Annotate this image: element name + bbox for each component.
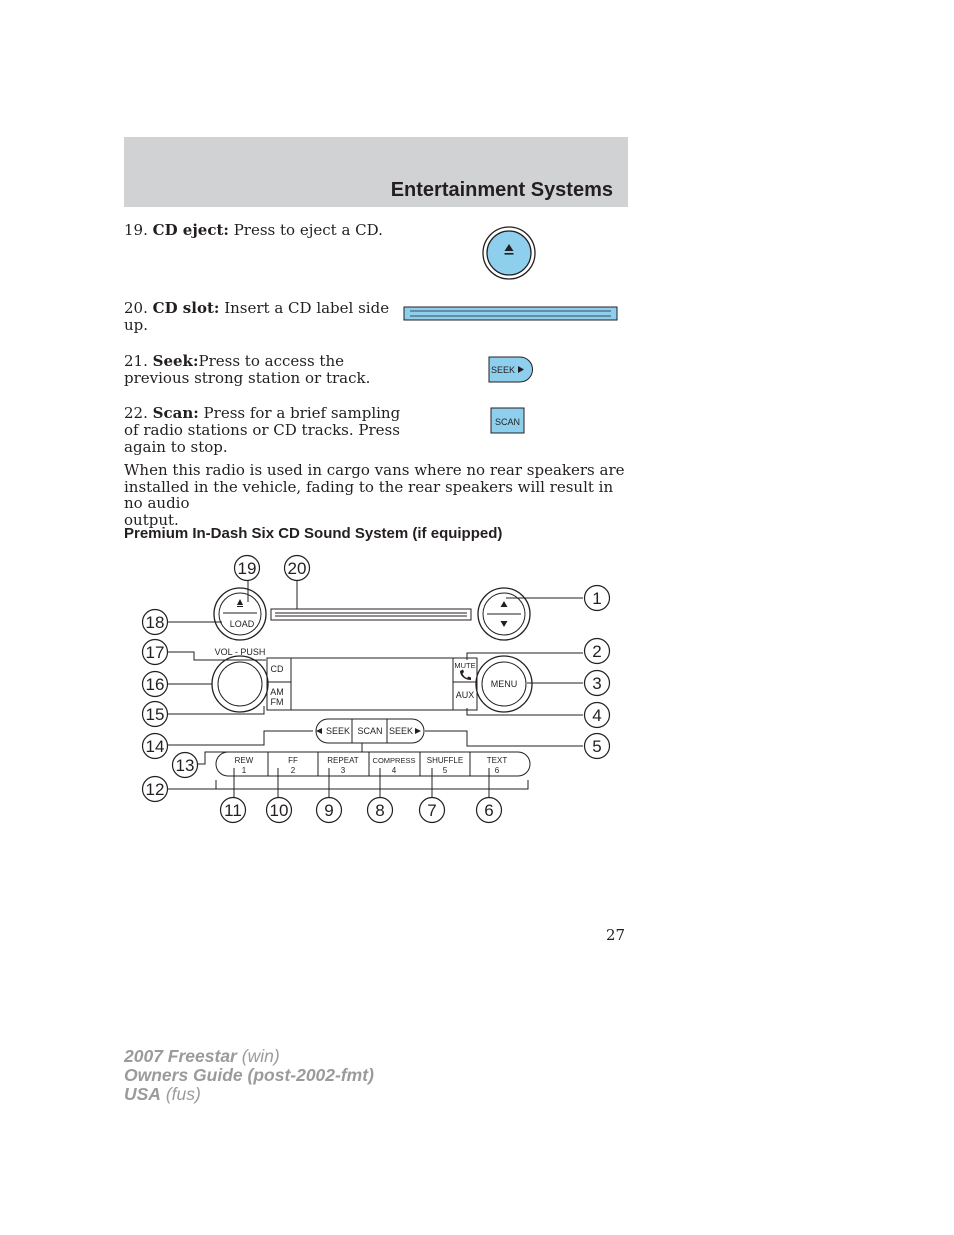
item-desc-line2: up.: [124, 316, 149, 334]
seek-left-label: SEEK: [325, 726, 351, 736]
preset-1-num: 1: [241, 766, 247, 775]
callout-5: 5: [592, 737, 602, 756]
cargo-van-note: When this radio is used in cargo vans where no rear speakers are installed in the vehicle, fading to the rear speakers will result in no audio output.: [124, 461, 625, 529]
section-title: Entertainment Systems: [390, 179, 613, 201]
preset-5-num: 5: [442, 766, 448, 775]
scan-icon-label: SCAN: [494, 417, 521, 427]
preset-5-name: SHUFFLE: [426, 756, 464, 765]
callout-3: 3: [592, 674, 602, 693]
callout-14: 14: [145, 737, 165, 756]
callout-15: 15: [145, 705, 165, 724]
callout-18: 18: [145, 613, 165, 632]
preset-1-name: REW: [234, 756, 254, 765]
mute-label: MUTE: [454, 661, 476, 670]
item-desc: Insert a CD label side: [219, 299, 390, 317]
callout-1: 1: [592, 589, 602, 608]
item-term: CD slot:: [152, 299, 220, 317]
preset-3-name: REPEAT: [327, 756, 359, 765]
callout-4: 4: [592, 706, 602, 725]
item-number: 21.: [124, 352, 148, 370]
callout-11: 11: [224, 801, 242, 820]
footer-region: USA: [124, 1084, 161, 1104]
cd-label: CD: [270, 664, 284, 674]
callout-16: 16: [145, 675, 165, 694]
item-desc: Press to access the: [198, 352, 344, 370]
scan-label: SCAN: [357, 726, 383, 736]
callout-8: 8: [375, 801, 385, 820]
item-number: 19.: [124, 221, 148, 239]
item-term: CD eject:: [152, 221, 229, 239]
footer-model: 2007 Freestar: [124, 1046, 237, 1066]
aux-label: AUX: [455, 690, 475, 700]
footer-guide: Owners Guide (post-2002-fmt): [124, 1065, 374, 1085]
callout-10: 10: [269, 801, 289, 820]
item-term: Scan:: [152, 404, 199, 422]
seek-right-label: SEEK: [388, 726, 414, 736]
item-number: 20.: [124, 299, 148, 317]
item-desc-line2: of radio stations or CD tracks. Press: [124, 421, 400, 439]
load-label: LOAD: [229, 619, 255, 629]
item-desc-line3: again to stop.: [124, 438, 228, 456]
callout-17: 17: [145, 643, 165, 662]
footer-region-code: (fus): [160, 1084, 201, 1104]
preset-4-name: COMPRESS: [372, 756, 416, 765]
am-label: AM: [270, 687, 284, 697]
item-desc: Press for a brief sampling: [198, 404, 401, 422]
callout-19: 19: [237, 559, 257, 578]
subheading: Premium In-Dash Six CD Sound System (if equipped): [124, 525, 503, 542]
item-desc-line2: previous strong station or track.: [124, 369, 371, 387]
item-desc: Press to eject a CD.: [228, 221, 383, 239]
callout-20: 20: [287, 559, 307, 578]
callout-7: 7: [427, 801, 437, 820]
seek-icon-label: SEEK: [491, 365, 516, 375]
preset-4-num: 4: [391, 766, 397, 775]
preset-6-name: TEXT: [486, 756, 508, 765]
page-number: 27: [606, 926, 626, 944]
preset-6-num: 6: [494, 766, 500, 775]
vol-push-label: VOL - PUSH: [214, 647, 266, 657]
callout-12: 12: [145, 780, 165, 799]
callout-6: 6: [484, 801, 494, 820]
preset-2-name: FF: [288, 756, 298, 765]
callout-2: 2: [592, 642, 602, 661]
footer-model-code: (win): [236, 1046, 280, 1066]
item-term: Seek:: [152, 352, 199, 370]
preset-3-num: 3: [340, 766, 346, 775]
phone-icon: [460, 670, 471, 681]
callout-9: 9: [324, 801, 334, 820]
callout-13: 13: [175, 756, 195, 775]
menu-label: MENU: [490, 679, 518, 689]
footer: [124, 1047, 374, 1104]
fm-label: FM: [270, 697, 284, 707]
item-number: 22.: [124, 404, 148, 422]
preset-2-num: 2: [290, 766, 296, 775]
